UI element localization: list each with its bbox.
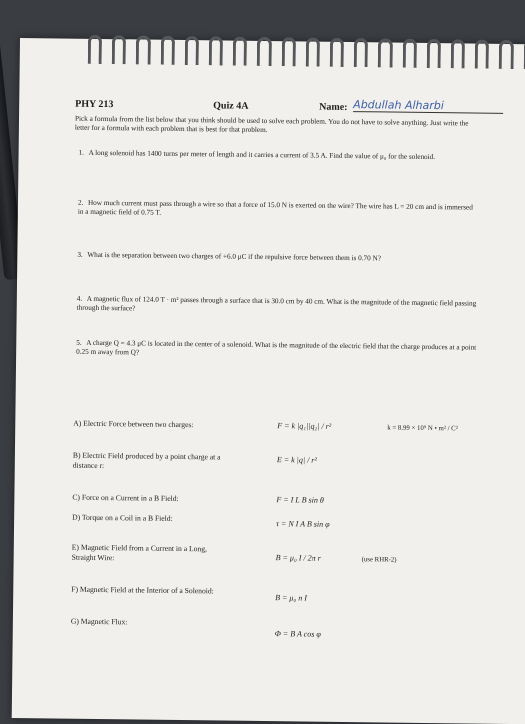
binding-ring <box>88 35 103 64</box>
question-4: 4. A magnetic flux of 124.0 T · m² passes through a surface that is 30.0 cm by 40 cm. What is the magnitude of the magnetic field passing through the surface? <box>76 294 477 313</box>
binding-ring <box>160 36 175 65</box>
question-1: 1. A long solenoid has 1400 turns per meter of length and it carries a current of 3.5 A. Find the value of μ₀ for the solenoid. <box>78 148 436 162</box>
binding-ring <box>209 36 224 65</box>
formula-f-label: F) Magnetic Field at the Interior of a Solenoid: <box>71 584 214 596</box>
binding-ring <box>427 39 442 68</box>
instructions: Pick a formula from the list below that you think should be used to solve each problem. You do not have to solve anything. Just write the letter for a formula with each problem that is best for that problem. <box>74 114 469 135</box>
quiz-title: Quiz 4A <box>213 100 249 112</box>
formula-g-label: G) Magnetic Flux: <box>70 616 128 627</box>
binding-ring <box>184 36 199 65</box>
binding-ring <box>136 35 151 64</box>
formula-f-eq: B = μ₀ n I <box>275 593 307 603</box>
binding-ring <box>330 38 345 67</box>
formula-a-eq: F = k |q₁||q₂| / r² <box>277 421 332 431</box>
question-3: 3. What is the separation between two charges of +6.0 μC if the repulsive force between them is 0.70 N? <box>77 250 381 263</box>
binding-ring <box>257 37 272 66</box>
binding-ring <box>233 37 248 66</box>
formula-a-note: k = 8.99 × 10⁹ N • m² / C² <box>387 424 458 433</box>
quiz-sheet <box>12 38 525 724</box>
formula-a-label: A) Electric Force between two charges: <box>73 418 194 430</box>
formula-b-label: B) Electric Field produced by a point charge at a distance r: <box>72 450 221 471</box>
formula-c-label: C) Force on a Current in a B Field: <box>72 492 179 503</box>
binding-ring <box>402 39 417 68</box>
question-2: 2. How much current must pass through a wire so that a force of 15.0 N is exerted on the wire? The wire has L = 20 cm and is immersed in a magnetic field of 0.75 T. <box>77 198 473 217</box>
name-label: Name: <box>319 101 348 114</box>
question-5: 5. A charge Q = 4.3 μC is located in the center of a solenoid. What is the magnitude of the electric field that the charge produces at a point 0.25 m away from Q? <box>76 338 477 357</box>
quiz-header <box>75 98 507 114</box>
binding-ring <box>112 35 127 64</box>
binding-ring <box>451 39 466 68</box>
course-code: PHY 213 <box>75 98 114 111</box>
formula-d-eq: τ = N I A B sin φ <box>276 519 330 529</box>
formula-b-eq: E = k |q| / r² <box>276 455 317 465</box>
formula-e-note: (use RHR-2) <box>361 556 397 564</box>
formula-c-eq: F = I L B sin θ <box>276 495 324 505</box>
binding-ring <box>475 40 490 69</box>
formula-e-eq: B = μ₀ I / 2π r <box>275 553 321 563</box>
binding-ring <box>499 40 514 69</box>
binding-ring <box>378 38 393 67</box>
binding-ring <box>306 37 321 66</box>
formula-e-label: E) Magnetic Field from a Current in a Long, Straight Wire: <box>71 542 208 563</box>
formula-d-label: D) Torque on a Coil in a B Field: <box>72 512 173 523</box>
spiral-binding <box>20 34 525 74</box>
formula-g-eq: Φ = B A cos φ <box>274 629 321 639</box>
student-name: Abdullah Alharbi <box>353 98 503 114</box>
binding-ring <box>354 38 369 67</box>
binding-ring <box>281 37 296 66</box>
